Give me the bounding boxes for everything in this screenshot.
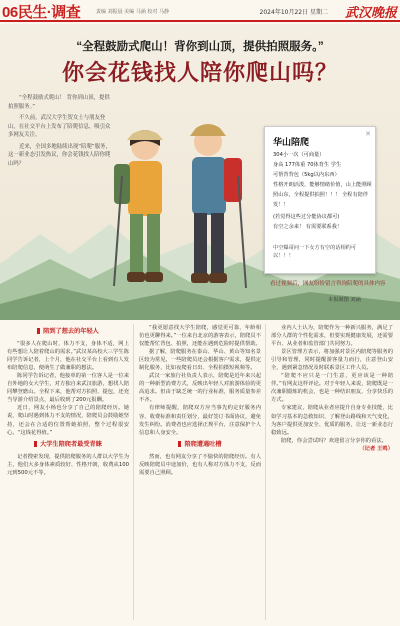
editor-credits: 责编 刘振晨 美编 马涵 校对 马静 — [96, 9, 169, 15]
article-subhead — [7, 441, 129, 449]
post-line: 可帮背背包（5kg以内东西） — [273, 172, 340, 178]
page-number: 06 — [2, 4, 18, 21]
article-paragraph: 记者搜索发现，提供陪爬服务的人群以大学生为主，他们大多身体素质较好、性格开朗，收费从100元到500元不等。 — [7, 453, 129, 476]
hero-illustration — [0, 24, 400, 320]
article-paragraph: 据了解，陪爬服务在泰山、华山、黄山等知名景区较为常见，一些陪爬员还会根据客户需求，提供定制化服务，比如夜爬看日出、全程拍摄短视频等。 — [139, 349, 261, 372]
column-divider — [133, 324, 134, 620]
article-column-2 — [139, 324, 261, 477]
article-paragraph: 专家建议，陪爬从业者应提升自身专业技能，比如学习基本的急救知识、了解登山路线和天气变化，为客户提供更加安全、优质的服务，让这一新业态行稳致远。 — [271, 405, 393, 436]
subhead-marker — [178, 441, 181, 447]
post-line: 身高 177体重 70体育生 学生 — [273, 162, 342, 168]
article-paragraph: 景区管理方表示，将加强对景区内陪爬等服务的引导和管理，同时提醒游客量力而行，注意登山安全，遇到紧急情况及时联系景区工作人员。 — [271, 349, 393, 372]
phone-screenshot — [264, 126, 376, 274]
image-caption: 看过视频后，网友纷纷留言咨询陪爬的具体内容 — [270, 281, 386, 287]
issue-date: 2024年10月22日 星期二 — [259, 9, 328, 16]
headline: 你会花钱找人陪你爬山吗？ — [61, 61, 338, 86]
article-paragraph: “陪爬不应只是一门生意，更应该是一种陪伴。”有网友这样评论。对于年轻人来说，陪爬既是一次兼职锻炼的机会，也是一种结识朋友、分享快乐的方式。 — [271, 373, 393, 404]
article-column-1 — [7, 324, 129, 477]
subhead-text: 陪到了想去的年轻人 — [43, 328, 99, 335]
article-paragraph: 武汉一家旅行社负责人表示，陪爬是近年来兴起的一种新型消费方式，反映出年轻人对旅游体验的更高追求。但由于缺乏统一的行业标准，服务质量参差不齐。 — [139, 373, 261, 404]
article-paragraph: 陈同学告诉记者，他接单的第一位客人是一位来自外地的女大学生，对方独自来武汉旅游，想找人陪同攀登磨山。全程下来，他帮对方拍照、提包，还充当导游介绍景点，最后收到了200元报酬。 — [7, 373, 129, 404]
section-title — [2, 1, 80, 22]
article-paragraph: 业内人士认为，陪爬作为一种新兴服务，满足了部分人群的个性化需求，但要实现健康发展，还需要平台、从业者和监管部门共同努力。 — [271, 325, 393, 348]
article-subhead — [7, 328, 129, 336]
subhead-marker — [37, 328, 40, 334]
subhead-text: 大学生陪爬者最受青睐 — [40, 440, 102, 448]
masthead — [0, 0, 400, 22]
lead-paragraph: “全程鼓励式爬山！ 背你到山顶，提供拍照服务。” — [8, 95, 110, 110]
post-line: (若觉得这些过分能协议都可) — [273, 214, 340, 220]
article-column-3 — [271, 324, 393, 453]
article-paragraph: 然而，也有网友分享了不愉快的陪爬经历。有人反映陪爬员中途加价，也有人称对方体力不支，反而需要自己照顾。 — [139, 453, 261, 476]
post-comment: 中空爆哥问一下女方有空的话相约可以！！！ — [273, 245, 357, 259]
article-paragraph: 有律师提醒，陪爬双方应当事先约定好服务内容、收费标准和责任划分，最好签订书面协议，避免发生纠纷。消费者也应选择正规平台，注意保护个人信息和人身安全。 — [139, 405, 261, 436]
post-line: 304小一次（可商量） — [273, 152, 325, 158]
article-paragraph: “很多人在爬山时，体力不支，身体不适，网上有些想让人陪着爬山的需求。”武汉某高校大三学生陈同学告诉记者，上个月，他在社交平台上看到有人发布陪爬信息，便萌生了做兼职的想法。 — [7, 341, 129, 372]
section-separator: · — [46, 4, 52, 21]
article-paragraph: 陪爬，你会尝试吗？欢迎留言分享你的看法。 — [281, 437, 387, 444]
newspaper-logo: 武汉晚报 — [344, 6, 397, 21]
post-line: 照山东，全程提供拍照！！！ 全程有陪伴 — [273, 192, 369, 198]
post-line: 发！！ — [273, 202, 289, 208]
section-name: 民生 — [17, 4, 47, 21]
section-subname: 调查 — [51, 4, 81, 21]
article-paragraph: 近日，网友小杨也分享了自己的陪爬经历。她说，爬山时遇到体力不支的情况，陪爬员会鼓励她坚持，还会在合适的位置帮她拍照，整个过程很安心。“这钱花得值。” — [7, 405, 129, 436]
kicker-quote: “全程鼓励式爬山！背你到山顶，提供拍照服务。” — [76, 41, 324, 53]
lead-text — [8, 94, 113, 171]
close-icon: ✕ — [365, 130, 371, 138]
column-divider — [265, 324, 266, 620]
post-line: 有空之余来！ 有需要联系我！ — [273, 224, 343, 230]
lead-paragraph: 不久前，武汉大学生贺女士与朋友登山，在社交平台上发布了陪爬信息，吸引众多网友关注。 — [8, 115, 111, 138]
subhead-marker — [34, 441, 37, 447]
post-line: 性格开朗活泼，能够情绪价值，山上能照顾 — [273, 182, 372, 188]
subhead-text: 陪爬遭遇吐槽 — [184, 440, 222, 448]
article-paragraph: “我更愿意找大学生陪爬，感觉更可靠，年龄相仿也更聊得来。”一位来自北京的游客表示，陪爬员不仅能帮忙背包、拍照，还能在遇到危险时提供帮助。 — [139, 325, 261, 348]
lead-paragraph: 近来，全国多地陆续出现“陪爬”服务，这一新业态引发热议，你会花钱找人陪你爬山吗？ — [8, 143, 111, 167]
image-credit: 本报制图 刘涵 — [328, 297, 361, 303]
reporter-byline: （记者 王鸣） — [359, 445, 393, 452]
hikers-illustration — [100, 106, 250, 320]
article-subhead — [139, 441, 261, 449]
post-title: 华山陪爬 — [273, 138, 310, 148]
